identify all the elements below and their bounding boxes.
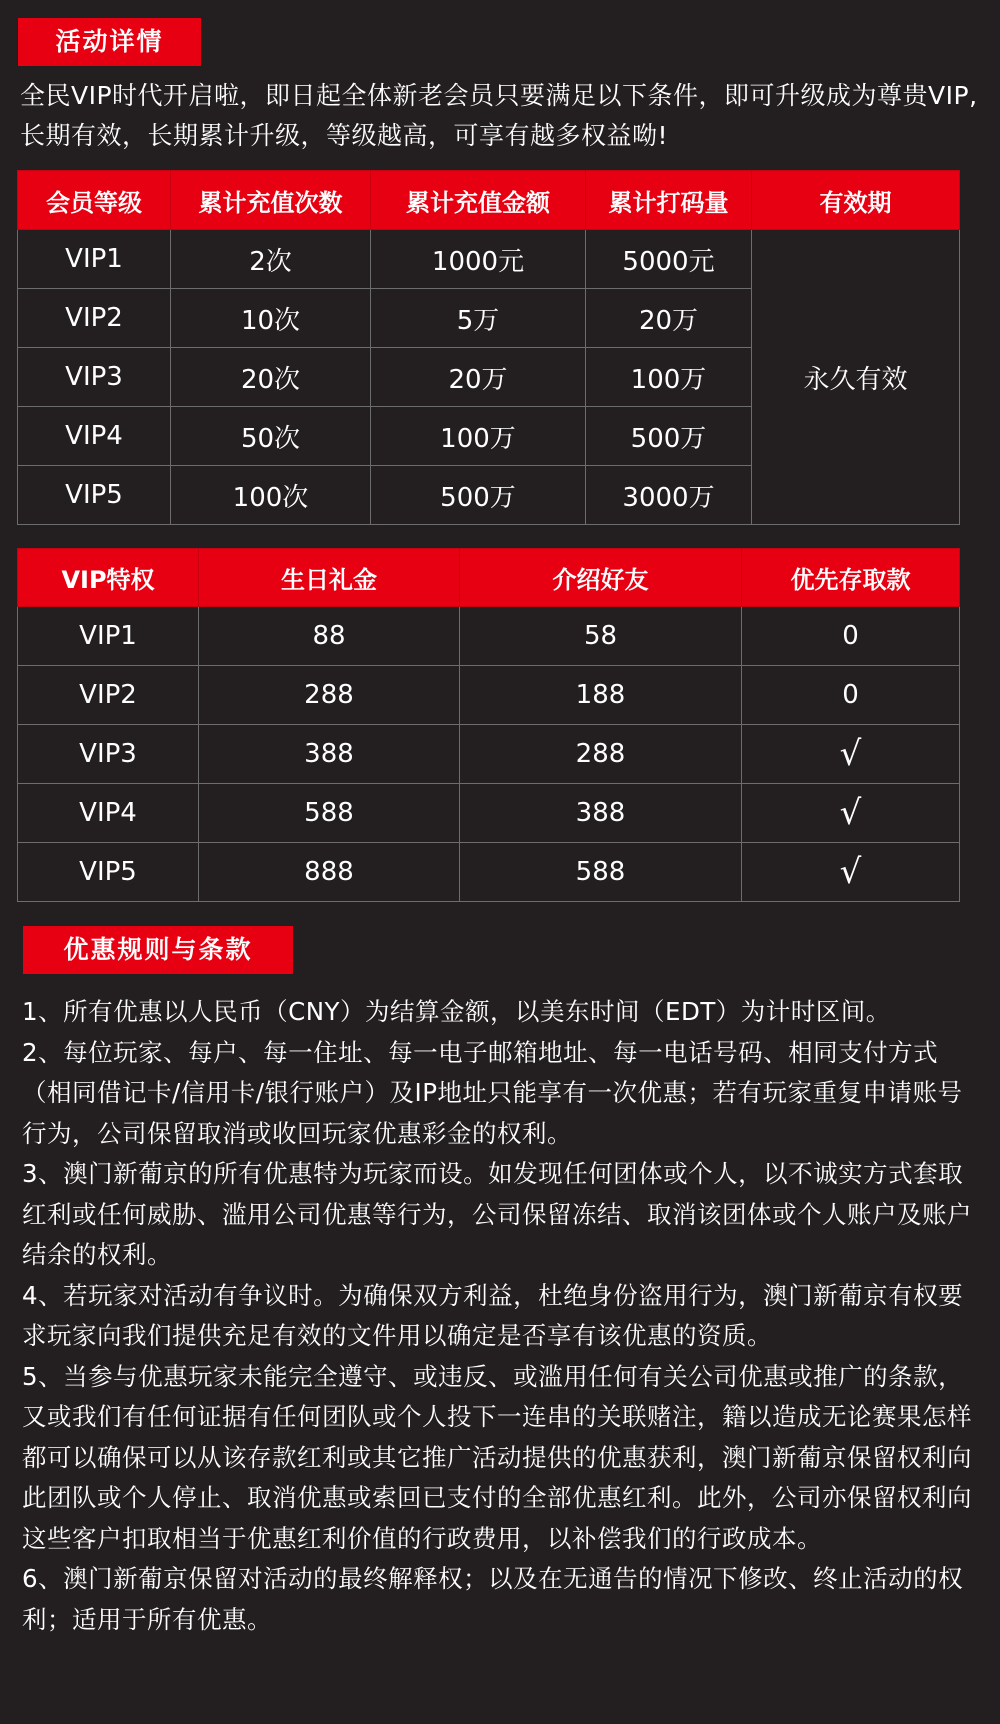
level-cell: VIP2: [18, 289, 171, 348]
table-header-row: [18, 549, 960, 607]
level-cell: VIP3: [18, 348, 171, 407]
betting-volume-cell: 5000元: [586, 230, 752, 289]
table-row: [18, 725, 960, 784]
section-title-terms: 优惠规则与条款: [23, 926, 293, 974]
term-item: 1、所有优惠以人民币（CNY）为结算金额，以美东时间（EDT）为计时区间。: [22, 997, 891, 1026]
table-header-row: [18, 171, 960, 230]
referral-cell: 58: [460, 607, 742, 666]
birthday-bonus-cell: 388: [199, 725, 460, 784]
level-cell: VIP1: [18, 230, 171, 289]
intro-text: 全民VIP时代开启啦，即日起全体新老会员只要满足以下条件，即可升级成为尊贵VIP,长期有效，长期累计升级，等级越高，可享有越多权益呦!: [20, 81, 978, 150]
level-cell: VIP1: [18, 607, 199, 666]
referral-cell: 388: [460, 784, 742, 843]
header-validity: 有效期: [752, 171, 960, 230]
level-cell: VIP3: [18, 725, 199, 784]
table-row: [18, 666, 960, 725]
recharge-count-cell: 50次: [171, 407, 371, 466]
recharge-amount-cell: 20万: [371, 348, 586, 407]
vip-privileges-table: [17, 548, 960, 902]
table-row: [18, 230, 960, 289]
validity-cell: 永久有效: [752, 230, 960, 525]
recharge-amount-cell: 500万: [371, 466, 586, 525]
priority-cell: 0: [742, 607, 960, 666]
vip-levels-table: [17, 170, 960, 525]
term-item: 5、当参与优惠玩家未能完全遵守、或违反、或滥用任何有关公司优惠或推广的条款，又或我们有任何证据有任何团队或个人投下一连串的关联赌注，籍以造成无论赛果怎样都可以确保可以从该存款红利或其它推广活动提供的优惠获利，澳门新葡京保留权利向此团队或个人停止、取消优惠或索回已支付的全部优惠红利。此外，公司亦保留权利向这些客户扣取相当于优惠红利价值的行政费用，以补偿我们的行政成本。: [22, 1361, 972, 1553]
term-item: 4、若玩家对活动有争议时。为确保双方利益，杜绝身份盗用行为，澳门新葡京有权要求玩家向我们提供充足有效的文件用以确定是否享有该优惠的资质。: [22, 1280, 964, 1350]
level-cell: VIP4: [18, 407, 171, 466]
birthday-bonus-cell: 888: [199, 843, 460, 902]
header-recharge-count: 累计充值次数: [171, 171, 371, 230]
term-item: 3、澳门新葡京的所有优惠特为玩家而设。如发现任何团体或个人，以不诚实方式套取红利或任何威胁、滥用公司优惠等行为，公司保留冻结、取消该团体或个人账户及账户结余的权利。: [22, 1159, 972, 1269]
referral-cell: 588: [460, 843, 742, 902]
table-row: [18, 784, 960, 843]
recharge-amount-cell: 1000元: [371, 230, 586, 289]
table-row: [18, 843, 960, 902]
priority-cell: 0: [742, 666, 960, 725]
terms-list: [22, 992, 982, 1640]
level-cell: VIP5: [18, 843, 199, 902]
check-icon: √: [742, 843, 960, 902]
recharge-count-cell: 100次: [171, 466, 371, 525]
betting-volume-cell: 100万: [586, 348, 752, 407]
recharge-count-cell: 2次: [171, 230, 371, 289]
level-cell: VIP2: [18, 666, 199, 725]
birthday-bonus-cell: 88: [199, 607, 460, 666]
birthday-bonus-cell: 288: [199, 666, 460, 725]
term-item: 6、澳门新葡京保留对活动的最终解释权；以及在无通告的情况下修改、终止活动的权利；适用于所有优惠。: [22, 1564, 964, 1634]
betting-volume-cell: 3000万: [586, 466, 752, 525]
check-icon: √: [742, 784, 960, 843]
header-vip-privilege: VIP特权: [18, 549, 199, 607]
header-member-level: 会员等级: [18, 171, 171, 230]
term-item: 2、每位玩家、每户、每一住址、每一电子邮箱地址、每一电话号码、相同支付方式（相同借记卡/信用卡/银行账户）及IP地址只能享有一次优惠；若有玩家重复申请账号行为，公司保留取消或收回玩家优惠彩金的权利。: [22, 1037, 963, 1148]
header-recharge-amount: 累计充值金额: [371, 171, 586, 230]
betting-volume-cell: 500万: [586, 407, 752, 466]
recharge-count-cell: 10次: [171, 289, 371, 348]
header-birthday-bonus: 生日礼金: [199, 549, 460, 607]
level-cell: VIP5: [18, 466, 171, 525]
recharge-amount-cell: 100万: [371, 407, 586, 466]
recharge-amount-cell: 5万: [371, 289, 586, 348]
betting-volume-cell: 20万: [586, 289, 752, 348]
header-betting-volume: 累计打码量: [586, 171, 752, 230]
recharge-count-cell: 20次: [171, 348, 371, 407]
section-title-activity-details: 活动详情: [18, 18, 201, 66]
header-referral: 介绍好友: [460, 549, 742, 607]
referral-cell: 188: [460, 666, 742, 725]
table-row: [18, 607, 960, 666]
referral-cell: 288: [460, 725, 742, 784]
level-cell: VIP4: [18, 784, 199, 843]
check-icon: √: [742, 725, 960, 784]
header-priority-deposit-withdrawal: 优先存取款: [742, 549, 960, 607]
birthday-bonus-cell: 588: [199, 784, 460, 843]
